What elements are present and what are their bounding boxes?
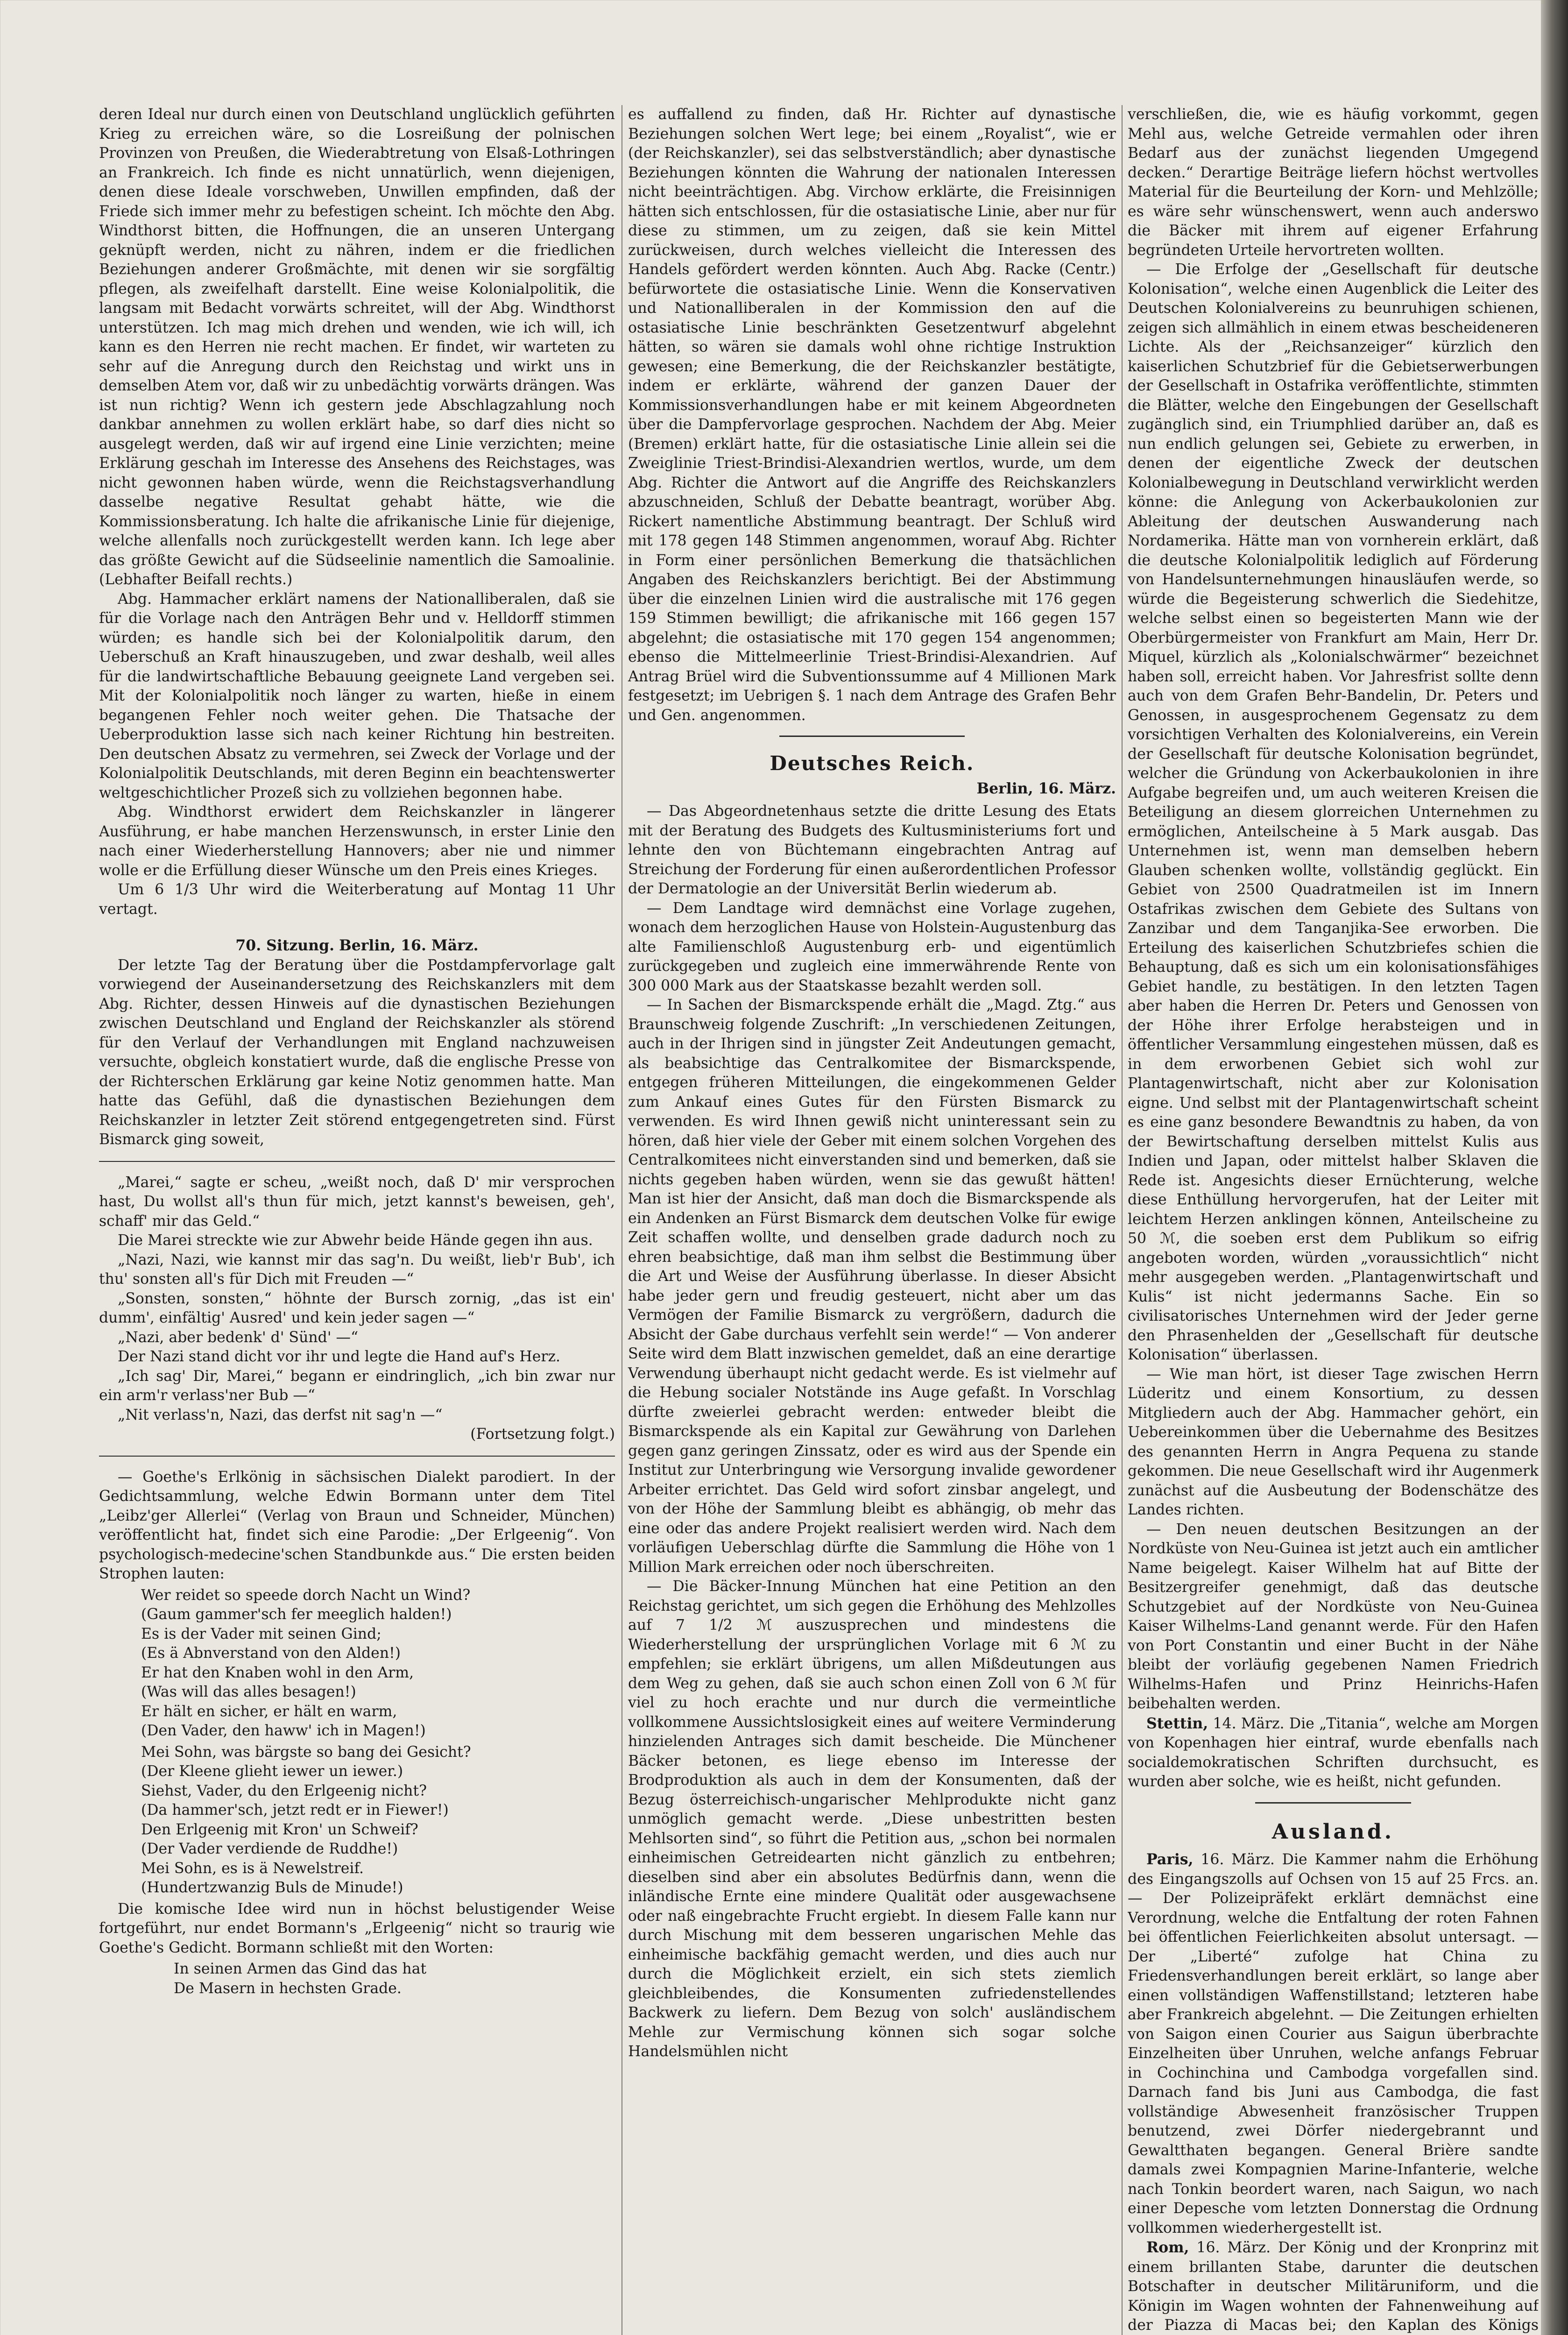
poem-line: (Da hammer'sch, jetzt redt er in Fiewer!) xyxy=(141,1802,449,1818)
sitzung-dateline: Berlin, 16. März. xyxy=(339,937,479,954)
article-text: Die „Titania“, welche am Morgen von Kopenhagen hier eintraf, wurde ebenfalls nach socialdemokratischen Schriften durchsucht, es wurden aber solche, wie es heißt, nicht gefunden. xyxy=(1128,1715,1539,1790)
story-text: „Marei,“ sagte er scheu, „weißt noch, daß D' mir versprochen hast, Du wollst all's thun für mich, jetzt kannst's beweisen, geh', schaff' mir das Geld.“ xyxy=(99,1174,615,1230)
article-text: Der letzte Tag der Beratung über die Postdampfervorlage galt vorwiegend der Auseinandersetzung des Reichskanzlers mit dem Abg. Richter, dessen Hinweis auf die dynastischen Beziehungen zwischen Deutschland und England der Reichskanzler als störend für den Verlauf der Verhandlungen mit England nachzuweisen versuchte, obgleich konstatiert wurde, daß die englische Presse von der Richterschen Erklärung gar keine Notiz genommen hatte. Man hatte das Gefühl, daß die dynastischen Beziehungen dem Reichskanzler in letzter Zeit störend entgegengetreten sind. Fürst Bismarck ging soweit, xyxy=(99,956,615,1148)
poem-line: (Den Vader, den haww' ich in Magen!) xyxy=(141,1722,426,1739)
poem-line: (Was will das alles besagen!) xyxy=(141,1684,356,1700)
article-text: — Die Bäcker-Innung München hat eine Petition an den Reichstag gerichtet, um sich gegen die Erhöhung des Mehlzolles auf 7 1/2 ℳ auszusprechen und mindestens die Wiederherstellung der ursprünglichen Vorlage mit 6 ℳ zu empfehlen; sie erklärt übrigens, um allen Mißdeutungen aus dem Weg zu gehen, daß sie auch schon einen Zoll von 6 ℳ für viel zu hoch erachte und nur durch die vermeintliche vollkommene Aussichtslosigkeit eines auf weitere Verminderung hinzielenden Antrages sich damit bescheide. Die Münchener Bäcker betonen, es liege ebenso im Interesse der Brodproduktion als auch in dem der Konsumenten, daß der Bezug österreichisch-ungarischer Mehlprodukte nicht ganz unmöglich gemacht werde. „Diese unbestritten besten Mehlsorten sind“, so führt die Petition aus, „schon bei normalen einheimischen Getreidearten nicht gänzlich zu entbehren; dieselben sind aber ein absolutes Bedürfnis dann, wenn die inländische Ernte eine mindere Qualität oder ausgewachsene oder naß eingebrachte Frucht ergiebt. In diesem Falle kann nur durch Mischung mit dem besseren ungarischen Mehle das einheimische backfähig gemacht werden, und dies auch nur durch die Möglichkeit erzielt, ein sich stets ziemlich gleichbleibendes, die Konsumenten zufriedenstellendes Backwerk zu liefern. Dem Bezug von solch' ausländischem Mehle zur Vermischung können sich sogar solche Handelsmühlen nicht xyxy=(628,1578,1116,2060)
book-spine-shadow xyxy=(1541,0,1568,2335)
section-heading xyxy=(99,936,615,956)
article-text: verschließen, die, wie es häufig vorkommt, gegen Mehl aus, welche Getreide vermahlen oder ihren Bedarf aus der zunächst liegenden Umgegend decken.“ Derartige Beiträge liefern höchst wertvolles Material für die Beurteilung der Korn- und Mehlzölle; es wäre sehr wünschenswert, wenn auch anderswo die Bäcker mit ihrem auf eigener Erfahrung begründeten Urteile hervortreten wollten. xyxy=(1128,106,1539,259)
article-text: 16. März. Der König und der Kronprinz mit einem brillanten Stabe, darunter die deutschen Botschafter in deutscher Militäruniform, und die Königin im Wagen wohnten der Fahnenweihung auf der Piazza di Macas bei; den Kaplan des Königs xyxy=(1128,2239,1539,2334)
story-continuation: (Fortsetzung folgt.) xyxy=(470,1426,615,1443)
article-text: — Goethe's Erlkönig in sächsischen Dialekt parodiert. In der Gedichtsammlung, welche Edwin Bormann unter dem Titel „Leibz'ger Allerlei“ (Verlag von Braun und Schneider, München) veröffentlicht hat, findet sich eine Parodie: „Der Erlgeenig“. Von psychologisch-medecine'schen Standbunkde aus.“ Die ersten beiden Strophen lauten: xyxy=(99,1468,615,1582)
dateline-date: 14. März. xyxy=(1213,1715,1285,1732)
poem-stanza-2 xyxy=(99,1743,615,1898)
section-divider xyxy=(99,1456,615,1457)
poem-line: In seinen Armen das Gind das hat xyxy=(174,1960,427,1977)
poem-line: Siehst, Vader, du den Erlgeenig nicht? xyxy=(141,1782,427,1799)
poem-stanza-1 xyxy=(99,1586,615,1741)
section-heading-deutsches-reich: Deutsches Reich. xyxy=(770,752,975,775)
dateline-berlin: Berlin, 16. März. xyxy=(976,779,1116,797)
sitzung-number: 70. Sitzung. xyxy=(235,937,335,954)
poem-line: Es is der Vader mit seinen Gind; xyxy=(141,1625,381,1642)
section-heading-ausland: Ausland. xyxy=(1271,1819,1395,1844)
poem-line: Den Erlgeenig mit Kron' un Schweif? xyxy=(141,1821,418,1838)
poem-line: Mei Sohn, es is ä Newelstreif. xyxy=(141,1860,364,1877)
poem-line: Mei Sohn, was bärgste so bang dei Gesicht? xyxy=(141,1743,471,1761)
poem-line: (Gaum gammer'sch fer meeglich halden!) xyxy=(141,1606,452,1623)
column-middle xyxy=(628,105,1116,2062)
story-text: „Sonsten, sonsten,“ höhnte der Bursch zornig, „das ist ein' dumm', einfältig' Ausred' und kein jeder sagen —“ xyxy=(99,1290,615,1326)
article-text: 16. März. Die Kammer nahm die Erhöhung des Eingangszolls auf Ochsen von 15 auf 25 Frcs. an. — Der Polizeipräfekt erklärt demnächst eine Verordnung, welche die Entfaltung der roten Fahnen bei öffentlichen Feierlichkeiten absolut untersagt. — Der „Liberté“ zufolge hat China zu Friedensverhandlungen bereit erklärt, so lange aber einen vollständigen Waffenstillstand; letzteren habe aber Frankreich abgelehnt. — Die Zeitungen erhielten von Saigon einen Courier aus Saigun überbrachte Einzelheiten über Unruhen, welche anfangs Februar in Cochinchina und Cambodga vorgefallen sind. Darnach fand bis Juni aus Cambodga, die fast vollständige Abwesenheit französischer Truppen benutzend, zwei Dörfer niedergebrannt und Gewaltthaten begangen. General Brière sandte damals zwei Kompagnien Marine-Infanterie, welche nach Tonkin beordert waren, nach Saigun, wo nach einer Depesche vom letzten Donnerstag die Ordnung vollkommen wiederhergestellt ist. xyxy=(1128,1851,1539,2236)
poem-line: Er hat den Knaben wohl in den Arm, xyxy=(141,1664,414,1681)
story-text: Die Marei streckte wie zur Abwehr beide Hände gegen ihn aus. xyxy=(118,1232,593,1249)
article-paragraph-stettin xyxy=(1128,1714,1539,1792)
poem-line: Er hält en sicher, er hält en warm, xyxy=(141,1703,397,1720)
article-text: — Wie man hört, ist dieser Tage zwischen Herrn Lüderitz und einem Konsortium, zu dessen Mitgliedern auch der Abg. Hammacher gehört, ein Uebereinkommen über die Uebernahme des Besitzes des genannten Herrn in Angra Pequena zu stande gekommen. Die neue Gesellschaft wird ihr Augenmerk zunächst auf die Ausbeutung der Bodenschätze des Landes richten. xyxy=(1128,1366,1539,1518)
article-text: es auffallend zu finden, daß Hr. Richter auf dynastische Beziehungen solchen Wert lege; bei einem „Royalist“, wie er (der Reichskanzler), sei das selbstverständlich; aber dynastische Beziehungen könnten die Wahrung der nationalen Interessen nicht beeinträchtigen. Abg. Virchow erklärte, die Freisinnigen hätten sich entschlossen, für die ostasiatische Linie, aber nur für diese zu stimmen, um zu zeigen, daß sie kein Mittel zurückweisen, durch welches vielleicht die Interessen des Handels gefördert werden könnten. Auch Abg. Racke (Centr.) befürwortete die ostasiatische Linie. Wenn die Konservativen und Nationalliberalen in der Kommission den auf die ostasiatische Linie beschränkten Gesetzentwurf abgelehnt hätten, so wären sie damals wohl ohne richtige Instruktion gewesen; eine Bemerkung, die der Reichskanzler bestätigte, indem er erklärte, während der ganzen Dauer der Kommissionsverhandlungen habe er mit keinem Abgeordneten über die Dampfervorlage gesprochen. Nachdem der Abg. Meier (Bremen) erklärt hatte, für die ostasiatische Linie allein sei die Zweiglinie Triest-Brindisi-Alexandrien wertlos, wurde, um dem Abg. Richter die Antwort auf die Angriffe des Reichskanzlers abzuschneiden, Schluß der Debatte beantragt, worüber Abg. Rickert namentliche Abstimmung beantragt. Der Schluß wird mit 178 gegen 148 Stimmen angenommen, worauf Abg. Richter in Form einer persönlichen Bemerkung die thatsächlichen Angaben des Reichskanzlers berichtigt. Bei der Abstimmung über die einzelnen Linien wird die australische mit 176 gegen 159 Stimmen bewilligt; die afrikanische mit 166 gegen 157 abgelehnt; die ostasiatische mit 170 gegen 154 angenommen; ebenso die Mittelmeerlinie Triest-Brindisi-Alexandrien. Auf Antrag Brüel wird die Subventionssumme auf 4 Millionen Mark festgesetzt; im Uebrigen §. 1 nach dem Antrage des Grafen Behr und Gen. angenommen. xyxy=(628,106,1116,724)
story-text: Der Nazi stand dicht vor ihr und legte die Hand auf's Herz. xyxy=(118,1348,561,1365)
column-left xyxy=(99,105,615,2000)
article-text: Um 6 1/3 Uhr wird die Weiterberatung auf Montag 11 Uhr vertagt. xyxy=(99,881,615,918)
article-paragraph-rom xyxy=(1128,2238,1539,2335)
feuilleton-divider xyxy=(99,1161,615,1162)
dateline-rom: Rom, xyxy=(1146,2239,1189,2256)
poem-line: Wer reidet so speede dorch Nacht un Wind? xyxy=(141,1586,471,1604)
article-text: — Das Abgeordnetenhaus setzte die dritte Lesung des Etats mit der Beratung des Budgets des Kultusministeriums fort und lehnte den von Büchtemann eingebrachten Antrag auf Streichung der Forderung für einen außerordentlichen Professor der Dermatologie an der Universität Berlin wiederum ab. xyxy=(628,803,1116,897)
section-divider xyxy=(779,736,965,737)
article-text: Abg. Hammacher erklärt namens der Nationalliberalen, daß sie für die Vorlage nach den Anträgen Behr und v. Helldorff stimmen würden; es handle sich bei der Kolonialpolitik darum, den Ueberschuß an Kraft hinauszugeben, und zwar deshalb, weil alles für die landwirtschaftliche Bebauung geeignete Land vergeben sei. Mit der Kolonialpolitik noch länger zu warten, hieße in einem begangenen Fehler noch weiter gehen. Die Thatsache der Ueberproduktion lasse sich nach keiner Richtung hin bestreiten. Den deutschen Absatz zu vermehren, sei Zweck der Vorlage und der Kolonialpolitik Deutschlands, mit deren Beginn ein beachtenswerter weltgeschichtlicher Prozeß sich zu vollziehen begonnen habe. xyxy=(99,590,615,801)
article-text: Die komische Idee wird nun in höchst belustigender Weise fortgeführt, nur endet Bormann's „Erlgeenig“ nicht so traurig wie Goethe's Gedicht. Bormann schließt mit den Worten: xyxy=(99,1900,615,1956)
poem-line: (Hundertzwanzig Buls de Minude!) xyxy=(141,1879,403,1896)
poem-stanza-3 xyxy=(99,1960,615,1998)
article-text: — In Sachen der Bismarckspende erhält die „Magd. Ztg.“ aus Braunschweig folgende Zuschrift: „In verschiedenen Zeitungen, auch in der Ihrigen sind in jüngster Zeit Andeutungen gemacht, als beabsichtige das Centralkomitee der Bismarckspende, entgegen früheren Mitteilungen, die eingekommenen Gelder zum Ankauf eines Gutes für den Fürsten Bismarck zu verwenden. Es wird Ihnen gewiß nicht uninteressant sein zu hören, daß hier viele der Geber mit einem solchen Vorgehen des Centralkomitees nicht einverstanden sind und bemerken, daß sie nichts gegeben haben würden, wenn sie das gewußt hätten! Man ist hier der Ansicht, daß man doch die Bismarckspende als ein Andenken an Fürst Bismarck dem deutschen Volke für ewige Zeit schaffen wollte, und denselben grade dadurch noch zu ehren beabsichtige, daß man ihm selbst die Bestimmung über die Art und Weise der Ausführung überlasse. In dieser Absicht habe jeder gern und freudig gesteuert, nicht aber um das Vermögen der Familie Bismarck zu vergrößern, dadurch die Absicht der Gabe durchaus verfehlt sein werde!“ — Von anderer Seite wird dem Blatt inzwischen gemeldet, daß an eine derartige Verwendung überhaupt nicht gedacht werde. Es ist vielmehr auf die Hebung socialer Notstände ins Auge gefaßt. In Vorschlag dürfte zweierlei gebracht werden: entweder bleibt die Bismarckspende als ein Kapital zur Gewährung von Darlehen gegen ganz geringen Zinssatz, oder es wird aus der Spende ein Institut zur Unterbringung wie Versorgung invalide gewordener Arbeiter errichtet. Das Geld wird sofort zinsbar angelegt, und von der Höhe der Sammlung bleibt es abhängig, ob mehr das eine oder das andere Projekt realisiert werden wird. Nach dem vorläufigen Ueberschlag dürfte die Sammlung die Höhe von 1 Million Mark erreichen oder noch überschreiten. xyxy=(628,997,1116,1576)
article-text: — Den neuen deutschen Besitzungen an der Nordküste von Neu-Guinea ist jetzt auch ein amtlicher Name beigelegt. Kaiser Wilhelm hat auf Bitte der Besitzergreifer genehmigt, daß das deutsche Schutzgebiet auf der Nordküste von Neu-Guinea Kaiser Wilhelms-Land genannt werde. Für den Hafen von Port Constantin und einer Bucht in der Nähe bleibt der vorläufig gegebenen Namen Friedrich Wilhelms-Hafen und Prinz Heinrichs-Hafen beibehalten werden. xyxy=(1128,1521,1539,1712)
column-right xyxy=(1128,105,1539,2335)
poem-line: (Der Vader verdiende de Ruddhe!) xyxy=(141,1840,398,1857)
section-divider xyxy=(1255,1802,1411,1804)
dateline-paris: Paris, xyxy=(1146,1851,1194,1868)
story-text: „Nit verlass'n, Nazi, das derfst nit sag'n —“ xyxy=(118,1406,443,1423)
poem-line: De Masern in hechsten Grade. xyxy=(174,1980,402,1997)
story-text: „Nazi, Nazi, wie kannst mir das sag'n. Du weißt, lieb'r Bub', ich thu' sonsten all's für Dich mit Freuden —“ xyxy=(99,1251,615,1288)
story-text: „Nazi, aber bedenk' d' Sünd' —“ xyxy=(118,1329,359,1346)
column-rule xyxy=(1122,105,1123,2335)
article-paragraph-paris xyxy=(1128,1850,1539,2238)
article-text: Abg. Windthorst erwidert dem Reichskanzler in längerer Ausführung, er habe manchen Herzenswunsch, in erster Linie den nach einer Wiederherstellung Hannovers; aber nie und nimmer wolle er die Erfüllung dieser Wünsche um den Preis eines Krieges. xyxy=(99,804,615,879)
poem-line: (Es ä Abnverstand von den Alden!) xyxy=(141,1645,401,1662)
article-text: — Dem Landtage wird demnächst eine Vorlage zugehen, wonach dem herzoglichen Hause von Holstein-Augustenburg das alte Familienschloß Augustenburg erb- und eigentümlich zurückgegeben und zugleich eine immerwährende Rente von 300 000 Mark aus der Staatskasse bezahlt werden soll. xyxy=(628,899,1116,994)
poem-line: (Der Kleene glieht iewer un iewer.) xyxy=(141,1763,403,1780)
dateline-stettin: Stettin, xyxy=(1146,1714,1208,1732)
story-text: „Ich sag' Dir, Marei,“ begann er eindringlich, „ich bin zwar nur ein arm'r verlass'ner Bub —“ xyxy=(99,1367,615,1404)
article-text: deren Ideal nur durch einen von Deutschland unglücklich geführten Krieg zu erreichen wäre, so die Losreißung der polnischen Provinzen von Preußen, die Wiederabtretung von Elsaß-Lothringen an Frankreich. Ich finde es nicht unnatürlich, wenn diejenigen, denen diese Ideale vorschweben, Unwillen empfinden, daß der Friede sich immer mehr zu befestigen scheint. Ich möchte den Abg. Windthorst bitten, die Hoffnungen, die an unseren Untergang geknüpft werden, nicht zu nähren, indem er die friedlichen Beziehungen anderer Großmächte, mit denen wir sie sorgfältig pflegen, als zweifelhaft darstellt. Eine weise Kolonialpolitik, die langsam mit Bedacht vorwärts schreitet, will der Abg. Windthorst unterstützen. Ich mag mich drehen und wenden, wie ich will, ich kann es den Herren nie recht machen. Er findet, wir warteten zu sehr auf die Anregung durch den Reichstag und wirkt uns in demselben Atem vor, daß wir zu unbedächtig vorwärts drängen. Was ist nun richtig? Wenn ich gestern jede Abschlagzahlung noch dankbar annehmen zu wollen erklärt habe, so darf dies nicht so ausgelegt werden, daß wir auf irgend eine Linie verzichten; meine Erklärung geschah im Interesse des Ansehens des Reichstages, was nicht gewonnen haben würde, wenn die Reichstagsverhandlung dasselbe negative Resultat gehabt hätte, wie die Kommissionsberatung. Ich halte die afrikanische Linie für diejenige, welche allenfalls noch zurückgestellt werden kann. Ich lege aber das größte Gewicht auf die Südseelinie namentlich die Samoalinie. (Lebhafter Beifall rechts.) xyxy=(99,106,615,588)
article-text: — Die Erfolge der „Gesellschaft für deutsche Kolonisation“, welche einen Augenblick die Leiter des Deutschen Kolonialvereins zu beunruhigen schienen, zeigen sich allmählich in einem etwas bescheideneren Lichte. Als der „Reichsanzeiger“ kürzlich den kaiserlichen Schutzbrief für die Gebietserwerbungen der Gesellschaft in Ostafrika veröffentlichte, stimmten die Blätter, welche den Eingebungen der Gesellschaft zugänglich sind, ein Triumphlied darüber an, daß es nun endlich gelungen sei, Gebiete zu erwerben, in denen der eigentliche Zweck der deutschen Kolonialbewegung in Deutschland verwirklicht werden könne: die Anlegung von Ackerbaukolonien zur Ableitung der deutschen Auswanderung nach Nordamerika. Hätte man von vornherein erklärt, daß die deutsche Kolonialpolitik lediglich auf Förderung von Handelsunternehmungen hinausläufen werde, so würde die Begeisterung schwerlich die Siedehitze, welche selbst einen so begeisterten Mann wie der Oberbürgermeister von Frankfurt am Main, Herr Dr. Miquel, kürzlich als „Kolonialschwärmer“ bezeichnet haben soll, erreicht haben. Vor Jahresfrist sollte denn auch von dem Grafen Behr-Bandelin, Dr. Peters und Genossen, in ausgesprochenem Gegensatz zu dem vorsichtigen Verhalten des Kolonialvereins, ein Verein der Gesellschaft für deutsche Kolonisation begründet, welcher die Gründung von Ackerbaukolonien in ihre Aufgabe begreifen und, um auch weiteren Kreisen die Beteiligung an diesem glorreichen Unternehmen zu ermöglichen, Anteilscheine à 5 Mark ausgab. Das Unternehmen ist, wenn man demselben hebern Glauben schenken wollte, vollständig geglückt. Ein Gebiet von 2500 Quadratmeilen ist im Innern Ostafrikas zwischen dem Gebiete des Sultans von Zanzibar und dem Tanganjika-See erworben. Die Erteilung des kaiserlichen Schutzbriefes schien die Behauptung, daß es sich um ein kolonisationsfähiges Gebiet handle, zu bestätigen. In den letzten Tagen aber haben die Herren Dr. Peters und Genossen von der Höhe ihrer Erfolge herabsteigen und in öffentlicher Versammlung eingestehen müssen, daß es in dem erworbenen Gebiet sich wohl zur Plantagenwirtschaft, nicht aber zur Kolonisation eigne. Und selbst mit der Plantagenwirtschaft scheint es eine ganz besondere Bewandtnis zu haben, da von der Bewirtschaftung derselben mittelst Kulis aus Indien und Japan, oder mittelst halber Sklaven die Rede ist. Angesichts dieser Ernüchterung, welche diese Enthüllung hervorgerufen, hat der Leiter mit leichtem Herzen anklingen können, Anteilscheine zu 50 ℳ, die soeben erst dem Publikum so eifrig angeboten worden, würden „voraussichtlich“ nicht mehr ausgegeben werden. „Plantagenwirtschaft und Kulis“ ist nicht jedermanns Sache. Ein so civilisatorisches Unternehmen wird der Jeder gerne den Phrasenhelden der „Gesellschaft für deutsche Kolonisation“ überlassen. xyxy=(1128,261,1539,1363)
